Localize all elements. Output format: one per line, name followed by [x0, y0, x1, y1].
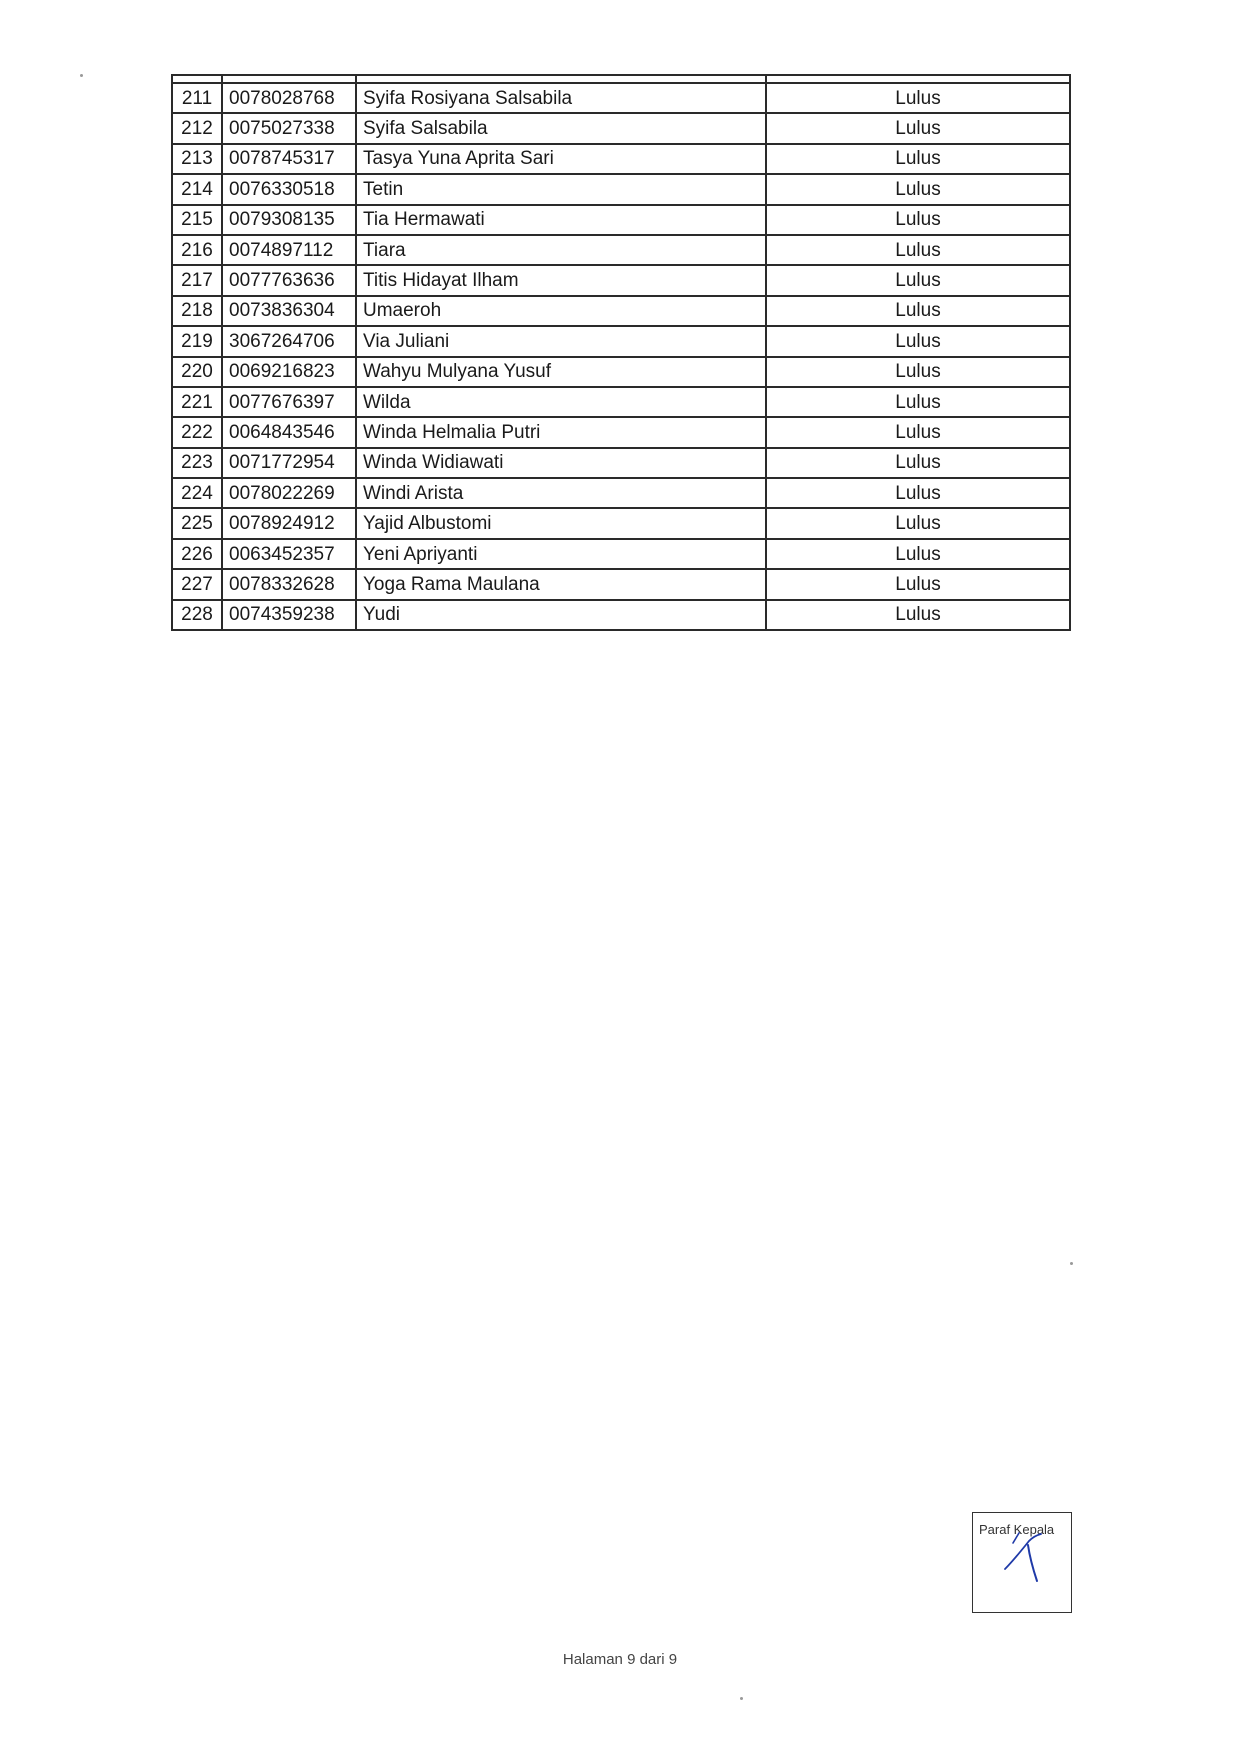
student-name-cell: Tetin	[356, 174, 766, 204]
results-table	[171, 74, 1071, 631]
student-id-cell: 0071772954	[222, 448, 356, 478]
row-number-cell: 217	[172, 265, 222, 295]
row-number-cell: 226	[172, 539, 222, 569]
page-number-footer: Halaman 9 dari 9	[562, 1651, 678, 1668]
table-row	[172, 174, 1070, 204]
scan-speck	[1070, 1262, 1073, 1265]
signature-box	[972, 1512, 1072, 1613]
signature-label: Paraf Kepala	[979, 1522, 1055, 1537]
row-number-cell: 220	[172, 357, 222, 387]
scan-speck	[80, 74, 83, 77]
student-name-cell: Syifa Rosiyana Salsabila	[356, 83, 766, 113]
header-cell-status	[766, 75, 1070, 83]
table-row	[172, 326, 1070, 356]
table-row	[172, 539, 1070, 569]
header-cell-no	[172, 75, 222, 83]
table-row	[172, 448, 1070, 478]
status-cell: Lulus	[766, 83, 1070, 113]
table-row	[172, 508, 1070, 538]
status-cell: Lulus	[766, 174, 1070, 204]
header-cell-name	[356, 75, 766, 83]
row-number-cell: 212	[172, 113, 222, 143]
row-number-cell: 221	[172, 387, 222, 417]
row-number-cell: 214	[172, 174, 222, 204]
status-cell: Lulus	[766, 144, 1070, 174]
student-name-cell: Tiara	[356, 235, 766, 265]
row-number-cell: 213	[172, 144, 222, 174]
student-name-cell: Titis Hidayat Ilham	[356, 265, 766, 295]
handwritten-signature	[973, 1513, 1073, 1613]
status-cell: Lulus	[766, 326, 1070, 356]
table-row	[172, 296, 1070, 326]
student-name-cell: Via Juliani	[356, 326, 766, 356]
table-row	[172, 387, 1070, 417]
student-id-cell: 0077763636	[222, 265, 356, 295]
status-cell: Lulus	[766, 235, 1070, 265]
student-name-cell: Yudi	[356, 600, 766, 630]
student-id-cell: 0078028768	[222, 83, 356, 113]
status-cell: Lulus	[766, 539, 1070, 569]
student-name-cell: Winda Widiawati	[356, 448, 766, 478]
student-name-cell: Yajid Albustomi	[356, 508, 766, 538]
student-name-cell: Syifa Salsabila	[356, 113, 766, 143]
table-row	[172, 417, 1070, 447]
table-row	[172, 205, 1070, 235]
row-number-cell: 211	[172, 83, 222, 113]
student-id-cell: 0069216823	[222, 357, 356, 387]
table-row	[172, 235, 1070, 265]
table-header-strip	[172, 75, 1070, 83]
student-name-cell: Wilda	[356, 387, 766, 417]
row-number-cell: 219	[172, 326, 222, 356]
student-id-cell: 0074897112	[222, 235, 356, 265]
row-number-cell: 227	[172, 569, 222, 599]
status-cell: Lulus	[766, 265, 1070, 295]
student-id-cell: 0063452357	[222, 539, 356, 569]
student-id-cell: 0064843546	[222, 417, 356, 447]
student-id-cell: 0075027338	[222, 113, 356, 143]
row-number-cell: 228	[172, 600, 222, 630]
table-row	[172, 600, 1070, 630]
student-name-cell: Wahyu Mulyana Yusuf	[356, 357, 766, 387]
table-row	[172, 144, 1070, 174]
row-number-cell: 218	[172, 296, 222, 326]
table-row	[172, 113, 1070, 143]
status-cell: Lulus	[766, 387, 1070, 417]
student-name-cell: Tia Hermawati	[356, 205, 766, 235]
row-number-cell: 225	[172, 508, 222, 538]
student-id-cell: 0078745317	[222, 144, 356, 174]
student-name-cell: Yoga Rama Maulana	[356, 569, 766, 599]
student-id-cell: 0076330518	[222, 174, 356, 204]
student-id-cell: 0078924912	[222, 508, 356, 538]
table-row	[172, 83, 1070, 113]
student-id-cell: 3067264706	[222, 326, 356, 356]
status-cell: Lulus	[766, 448, 1070, 478]
student-name-cell: Yeni Apriyanti	[356, 539, 766, 569]
student-name-cell: Tasya Yuna Aprita Sari	[356, 144, 766, 174]
student-id-cell: 0079308135	[222, 205, 356, 235]
student-id-cell: 0077676397	[222, 387, 356, 417]
status-cell: Lulus	[766, 508, 1070, 538]
student-name-cell: Windi Arista	[356, 478, 766, 508]
scan-speck	[740, 1697, 743, 1700]
header-cell-id	[222, 75, 356, 83]
table-row	[172, 265, 1070, 295]
row-number-cell: 215	[172, 205, 222, 235]
row-number-cell: 222	[172, 417, 222, 447]
student-name-cell: Winda Helmalia Putri	[356, 417, 766, 447]
student-id-cell: 0078332628	[222, 569, 356, 599]
status-cell: Lulus	[766, 478, 1070, 508]
status-cell: Lulus	[766, 569, 1070, 599]
row-number-cell: 216	[172, 235, 222, 265]
student-name-cell: Umaeroh	[356, 296, 766, 326]
student-id-cell: 0073836304	[222, 296, 356, 326]
status-cell: Lulus	[766, 113, 1070, 143]
table-row	[172, 478, 1070, 508]
status-cell: Lulus	[766, 296, 1070, 326]
status-cell: Lulus	[766, 357, 1070, 387]
row-number-cell: 223	[172, 448, 222, 478]
table-row	[172, 569, 1070, 599]
status-cell: Lulus	[766, 417, 1070, 447]
student-id-cell: 0078022269	[222, 478, 356, 508]
status-cell: Lulus	[766, 205, 1070, 235]
table-row	[172, 357, 1070, 387]
row-number-cell: 224	[172, 478, 222, 508]
status-cell: Lulus	[766, 600, 1070, 630]
results-table-body	[172, 75, 1070, 630]
student-id-cell: 0074359238	[222, 600, 356, 630]
